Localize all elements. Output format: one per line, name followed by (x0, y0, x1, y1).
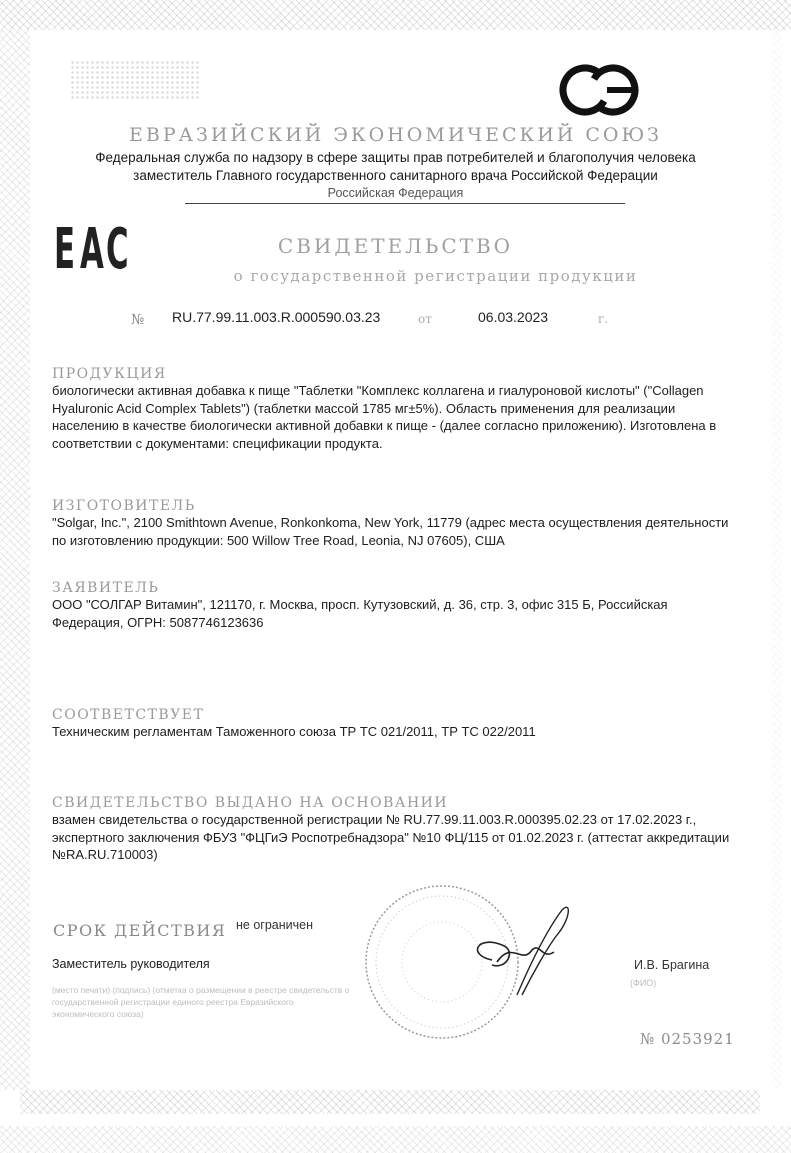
section-issue-basis (52, 795, 742, 864)
section-label: СООТВЕТСТВУЕТ (52, 707, 205, 723)
section-text: взамен свидетельства о государственной регистрации № RU.77.99.11.003.R.000395.02.23 от 17.02.2023 г., экспертного заключения ФБУЗ "ФЦГиЭ Роспотребнадзора" №10 ФЦ/115 от 01.02.2023 г. (аттестат аккредитации №RA.RU.710003) (52, 812, 730, 862)
union-title: ЕВРАЗИЙСКИЙ ЭКОНОМИЧЕСКИЙ СОЮЗ (129, 124, 662, 146)
section-label: ПРОДУКЦИЯ (52, 366, 167, 382)
section-text: Техническим регламентам Таможенного союза ТР ТС 021/2011, ТР ТС 022/2011 (52, 724, 536, 739)
signer-name: И.В. Брагина (634, 958, 710, 972)
section-label: ЗАЯВИТЕЛЬ (52, 580, 160, 596)
decorative-border-top (0, 0, 791, 30)
decorative-border-bottom (20, 1090, 760, 1114)
registration-number: RU.77.99.11.003.R.000590.03.23 (172, 309, 381, 325)
validity-value: не ограничен (236, 918, 313, 932)
agency-line: Федеральная служба по надзору в сфере защиты прав потребителей и благополучия человека (95, 150, 696, 165)
certificate-subtitle: о государственной регистрации продукции (233, 267, 638, 285)
section-product (52, 366, 742, 452)
ce-mark-icon (555, 60, 645, 120)
signer-name-caption: (ФИО) (630, 978, 657, 988)
section-conforms (52, 707, 742, 741)
section-label: ИЗГОТОВИТЕЛЬ (52, 498, 196, 514)
eac-letter: С (106, 217, 129, 282)
faded-footnote: (место печати) (подпись) (отметка о размещении в реестре свидетельств о государственной регистрации единого реестра Евразийского экономического союза) (52, 985, 350, 1019)
validity-label: СРОК ДЕЙСТВИЯ (53, 921, 227, 940)
handwritten-signature-icon (462, 900, 582, 1000)
year-mark: г. (598, 312, 609, 326)
from-mark: от (418, 312, 432, 326)
section-text: "Solgar, Inc.", 2100 Smithtown Avenue, Ronkonkoma, New York, 11779 (адрес места осуществления деятельности по изготовлению продукции: 500 Willow Tree Road, Leonia, NJ 07605), США (52, 515, 729, 548)
decorative-border-bottom-outer (0, 1126, 791, 1153)
registration-date: 06.03.2023 (478, 309, 549, 325)
eac-letter: А (80, 217, 104, 282)
agency-line: заместитель Главного государственного санитарного врача Российской Федерации (133, 168, 658, 183)
section-text: ООО "СОЛГАР Витамин", 121170, г. Москва, просп. Кутузовский, д. 36, стр. 3, офис 315 Б, Российская Федерация, ОГРН: 5087746123636 (52, 597, 668, 630)
header-divider (185, 203, 625, 204)
section-text: биологически активная добавка к пище "Таблетки "Комплекс коллагена и гиалуроновой кислоты" ("Collagen Hyaluronic Acid Complex Tablets") (таблетки массой 1785 мг±5%). Область применения для реализации населению в качестве биологически активной добавки к пище - (далее согласно приложению). Изготовлена в соответствии с документами: спецификации продукта. (52, 383, 717, 451)
form-number: № 0253921 (640, 1030, 735, 1048)
eac-letter: Е (54, 217, 76, 282)
section-label: СВИДЕТЕЛЬСТВО ВЫДАНО НА ОСНОВАНИИ (52, 795, 449, 811)
number-mark: № (131, 312, 145, 328)
certificate-title: СВИДЕТЕЛЬСТВО (277, 234, 514, 258)
signer-position: Заместитель руководителя (52, 957, 210, 971)
faded-emblem-stamp (70, 60, 200, 100)
section-applicant (52, 580, 742, 631)
agency-country: Российская Федерация (327, 186, 464, 200)
section-manufacturer (52, 498, 742, 549)
